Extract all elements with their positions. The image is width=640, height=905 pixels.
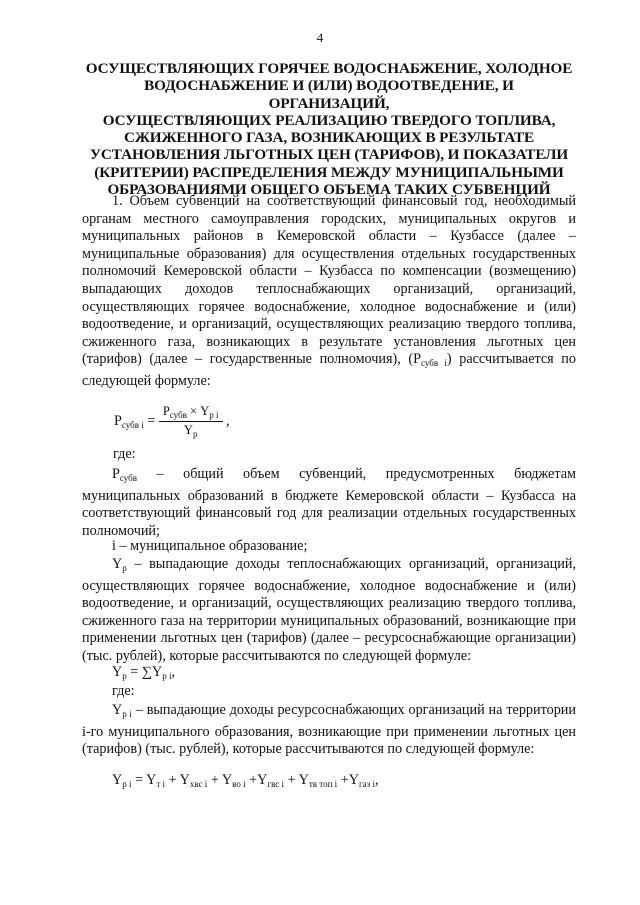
fraction: $\frac{Р_{субв} \times Y_{р i}}{Y_р}$ [159, 404, 223, 439]
formula-yp: $Y_р = \sum Y_{р i}$, [112, 664, 176, 681]
definition-i: i – муниципальное образование; [112, 538, 308, 554]
paragraph-1-text: 1. Объем субвенций на соответствующий финансовый год, необходимый органам местного самоуправления городских, муниципальных округов и муниципальных районов в Кемеровской области – Кузбассе (далее – муниципальные образования) для осуществления отдельных государственных полномочий Кемеровской области – Кузбасса по компенсации (возмещению) выпадающих доходов теплоснабжающих организаций, организаций, осуществляющих горячее водоснабжение, холодное водоснабжение и (или) водоотведение, и организаций, осуществляющих реализацию твердого топлива, сжиженного газа, возникающих в результате установления льготных цен (тарифов) (далее – государственные полномочия), ( [82, 193, 576, 368]
heading-line: ОБРАЗОВАНИЯМИ ОБЩЕГО ОБЪЕМА ТАКИХ СУБВЕНЦИЙ [107, 181, 551, 199]
heading-line: УСТАНОВЛЕНИЯ ЛЬГОТНЫХ ЦЕН (ТАРИФОВ), И ПОКАЗАТЕЛИ [89, 146, 569, 164]
section-heading [84, 60, 574, 198]
definition-ypi: $Y_{р i}$ – выпадающие доходы ресурсоснабжающих организаций на территории i-го муниципального образования, возникающие при применении льготных цен (тарифов) (тыс. рублей), которые рассчитываются по следующей формуле: [82, 702, 576, 758]
heading-line: ВОДОСНАБЖЕНИЕ И (ИЛИ) ВОДООТВЕДЕНИЕ, И ОРГАНИЗАЦИЙ, [144, 77, 514, 112]
heading-line: СЖИЖЕННОГО ГАЗА, ВОЗНИКАЮЩИХ В РЕЗУЛЬТАТЕ [123, 129, 535, 147]
formula-p-subv-i: $Р_{субв i}$ = $\frac{Р_{субв} \times Y_{р i}}{Y_р}$ , [114, 404, 230, 439]
symbol-p-subv-i: $Р_{субв i}$ [413, 351, 447, 369]
paragraph-1-end: ) рассчитывается по следующей формуле: [82, 351, 576, 389]
formula-ypi: $Y_{р i} = Y_{т i} + Y_{хвс i} + Y_{во i} +Y_{гвс i} + Y_{тв топ i} +Y_{газ i}$, [112, 772, 379, 789]
where-label-2: где: [112, 683, 135, 699]
heading-line: ОСУЩЕСТВЛЯЮЩИХ РЕАЛИЗАЦИЮ ТВЕРДОГО ТОПЛИВА, [102, 111, 556, 129]
paragraph-1 [82, 193, 576, 391]
definition-yp: $Y_р$ – выпадающие доходы теплоснабжающих организаций, организаций, осуществляющих горячее водоснабжение, холодное водоснабжение и (или) водоотведение, и организаций, осуществляющих реализацию твердого топлива, сжиженного газа на территории муниципальных образований, возникающие при применении льготных цен (тарифов) (далее – ресурсоснабжающие организации) (тыс. рублей), которые рассчитываются по следующей формуле: [82, 556, 576, 664]
heading-line: ОСУЩЕСТВЛЯЮЩИХ ГОРЯЧЕЕ ВОДОСНАБЖЕНИЕ, ХОЛОДНОЕ [85, 60, 573, 77]
heading-line: (КРИТЕРИИ) РАСПРЕДЕЛЕНИЯ МЕЖДУ МУНИЦИПАЛЬНЫМИ [94, 163, 564, 181]
definition-p-subv: $Р_{субв}$ – общий объем субвенций, предусмотренных бюджетам муниципальных образований в бюджете Кемеровской области – Кузбасса на соответствующий финансовый год для реализации отдельных государственных полномочий; [82, 466, 576, 539]
where-label-1: где: [113, 446, 136, 462]
page-number: 4 [316, 30, 324, 45]
